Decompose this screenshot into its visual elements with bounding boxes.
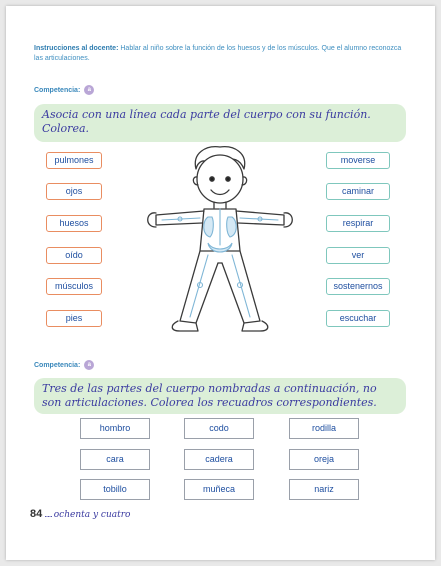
page-number-words: ochenta y cuatro <box>53 510 131 520</box>
competencia-1-label: Competencia: <box>34 86 81 94</box>
left-word-1[interactable]: pulmones <box>46 152 102 169</box>
instructions-text: Hablar al niño sobre la función de los huesos y de los músculos. Que el alumno reconozca las articulaciones. <box>34 45 402 62</box>
left-word-2[interactable]: ojos <box>46 183 102 200</box>
right-word-6[interactable]: escuchar <box>326 310 390 327</box>
competencia-1 <box>34 85 94 95</box>
competencia-2 <box>34 360 94 370</box>
teacher-instructions <box>34 44 410 64</box>
footer-dots: ..... <box>44 509 52 519</box>
right-word-1[interactable]: moverse <box>326 152 390 169</box>
competencia-1-badge: a <box>84 85 94 95</box>
joint-box-r2c1[interactable]: cara <box>80 449 150 470</box>
left-word-3[interactable]: huesos <box>46 215 102 232</box>
joint-box-r1c2[interactable]: codo <box>184 418 254 439</box>
child-body-illustration <box>140 143 300 338</box>
right-word-2[interactable]: caminar <box>326 183 390 200</box>
joint-box-r3c2[interactable]: muñeca <box>184 479 254 500</box>
right-word-4[interactable]: ver <box>326 247 390 264</box>
exercise-2-prompt: Tres de las partes del cuerpo nombradas a continuación, no son articulaciones. Colorea los recuadros correspondientes. <box>34 378 406 414</box>
exercise-1-prompt: Asocia con una línea cada parte del cuerpo con su función. Colorea. <box>34 104 406 142</box>
instructions-label: Instrucciones al docente: <box>34 45 119 52</box>
competencia-2-badge: a <box>84 360 94 370</box>
joint-box-r3c1[interactable]: tobillo <box>80 479 150 500</box>
left-word-6[interactable]: pies <box>46 310 102 327</box>
competencia-2-label: Competencia: <box>34 361 81 369</box>
page-footer <box>30 508 130 520</box>
joint-box-r3c3[interactable]: nariz <box>289 479 359 500</box>
joint-box-r2c3[interactable]: oreja <box>289 449 359 470</box>
page-number: 84 <box>30 508 43 520</box>
left-word-5[interactable]: músculos <box>46 278 102 295</box>
right-word-5[interactable]: sostenernos <box>326 278 390 295</box>
right-word-3[interactable]: respirar <box>326 215 390 232</box>
joint-box-r2c2[interactable]: cadera <box>184 449 254 470</box>
joint-box-r1c3[interactable]: rodilla <box>289 418 359 439</box>
left-word-4[interactable]: oído <box>46 247 102 264</box>
joint-box-r1c1[interactable]: hombro <box>80 418 150 439</box>
